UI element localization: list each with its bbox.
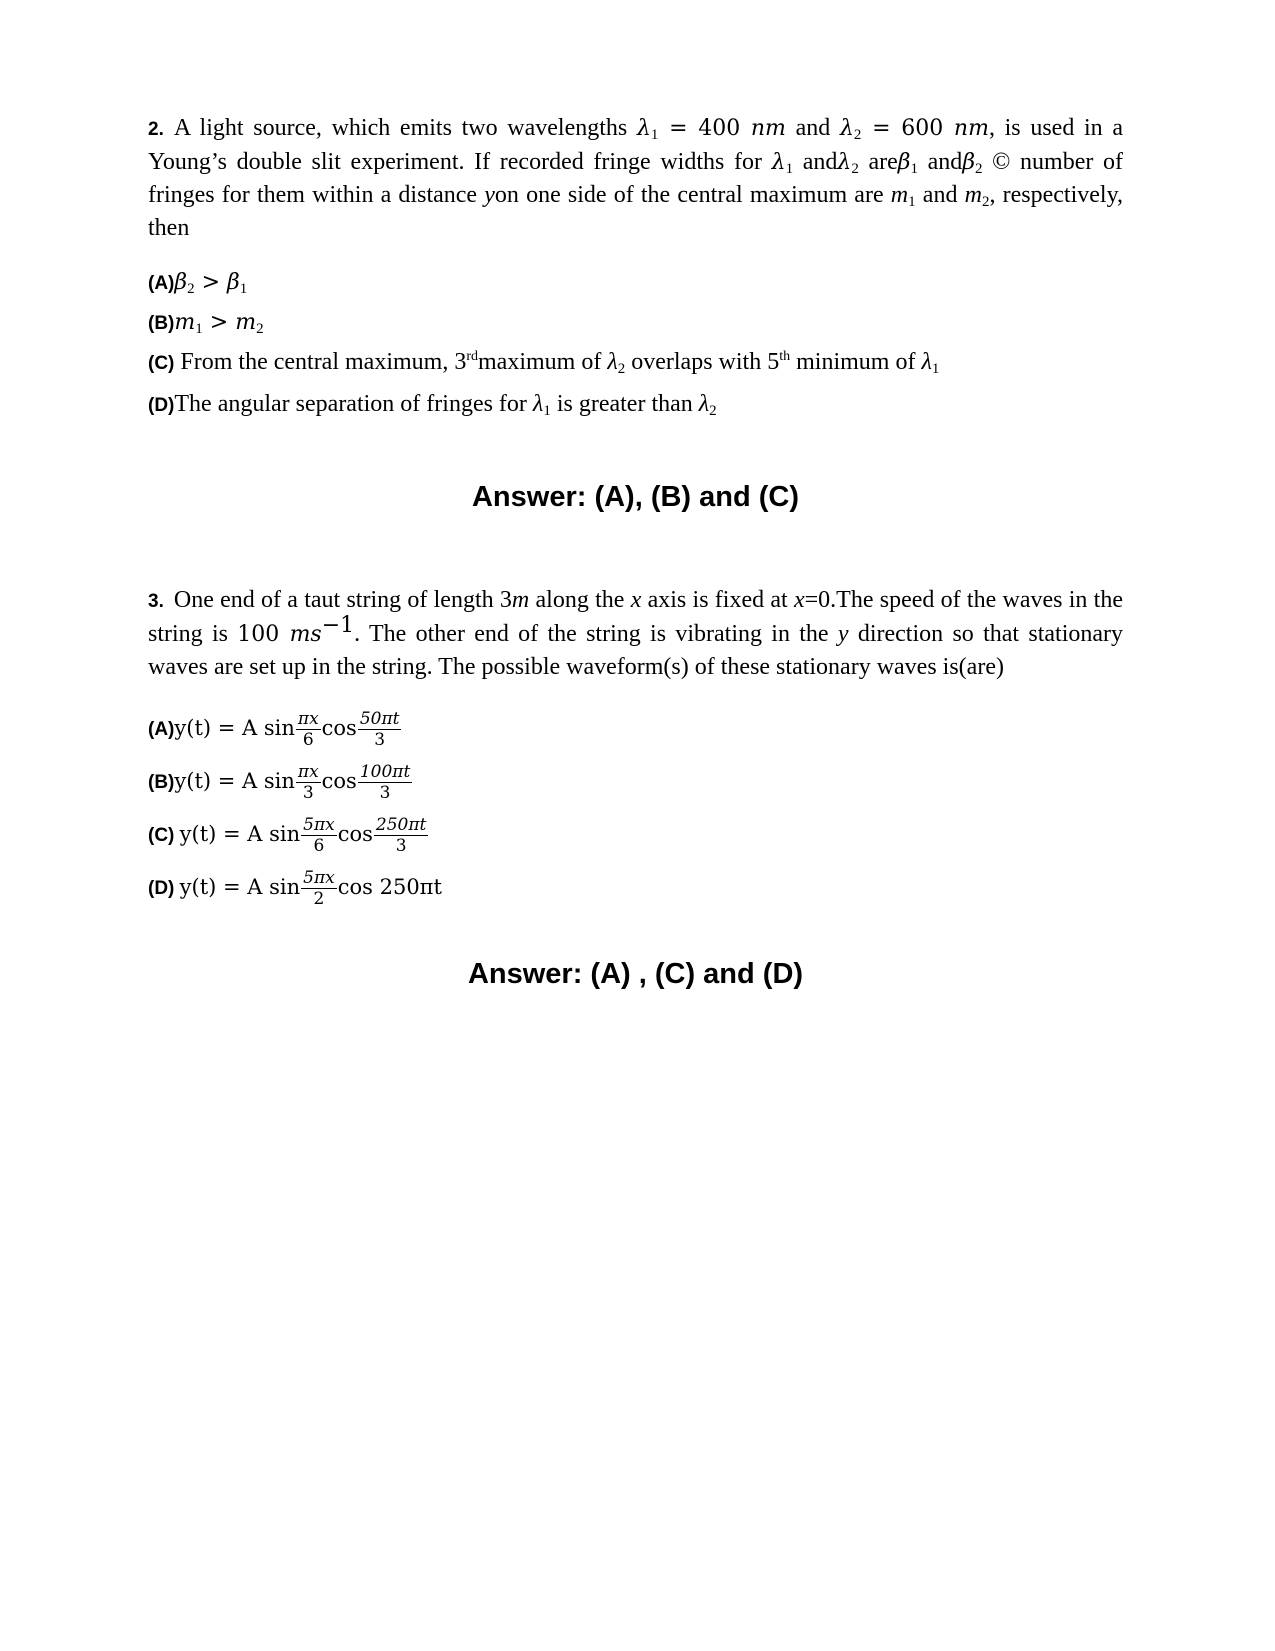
cos-text: cos <box>337 822 373 846</box>
equation: y(t) = A sin <box>174 769 295 793</box>
equation: y(t) = A sin <box>179 875 301 899</box>
option-label: (B) <box>148 772 175 793</box>
question-3-options <box>148 706 1123 911</box>
option-2c: (C) From the central maximum, 3rdmaximum of $\lambda_2$ overlaps with 5th minimum of $\lambda_1$ <box>148 349 940 377</box>
question-number: 2. <box>148 119 164 140</box>
option-2b: $(B)m_1 > m_2$ <box>148 310 264 337</box>
page <box>148 112 1123 991</box>
cos-text: cos <box>321 716 357 740</box>
answer-3: Answer: (A) , (C) and (D) <box>467 958 804 990</box>
question-2: 2. A light source, which emits two wavelengths $\lambda_1 = 400$ nm and $\lambda_2 = 600$ nm, is used in a Young’s double slit experiment. If recorded fringe widths for $\lambda_1$ andλ$_2$ areβ$_1$ andβ$_2$ © number of fringes for them within a distance yon one side of the central maximum are $m_1$ and $m_2$, respectively, then <box>148 115 1124 241</box>
option-label: (C) <box>148 825 180 846</box>
fraction: $\frac{\pi x}{6}$ <box>297 708 319 750</box>
fraction: $\frac{100\pi t}{3}$ <box>359 761 411 803</box>
option-3-c <box>148 812 1123 858</box>
option-2d: (D)The angular separation of fringes for $\lambda_1$ is greater than $\lambda_2$ <box>148 391 717 419</box>
fraction: $\frac{250\pi t}{3}$ <box>375 814 427 856</box>
equation: y(t) = A sin <box>174 716 295 740</box>
question-3: 3. One end of a taut string of length 3m along the x axis is fixed at x=0.The speed of the waves in the string is 100 $ms^{-1}$. The other end of the string is vibrating in the y direction so that stationary waves are set up in the string. The possible waveform(s) of these stationary waves is(are) <box>148 587 1124 680</box>
fraction: $\frac{5\pi x}{6}$ <box>303 814 335 856</box>
cos-text: cos <box>321 769 357 793</box>
answer-2: Answer: (A), (B) and (C) <box>471 481 800 513</box>
equation: y(t) = A sin <box>179 822 301 846</box>
cos-text: cos 250πt <box>337 875 442 899</box>
option-3-a <box>148 706 1123 752</box>
fraction: $\frac{50\pi t}{3}$ <box>359 708 400 750</box>
option-label: (A) <box>148 719 175 740</box>
option-2a: $(A)\beta_2 > \beta_1$ <box>148 270 248 297</box>
fraction: $\frac{5\pi x}{2}$ <box>303 867 335 909</box>
question-number: 3. <box>148 591 164 612</box>
option-3-d <box>148 865 1123 911</box>
option-3-b <box>148 759 1123 805</box>
option-label: (D) <box>148 878 180 899</box>
fraction: $\frac{\pi x}{3}$ <box>297 761 319 803</box>
